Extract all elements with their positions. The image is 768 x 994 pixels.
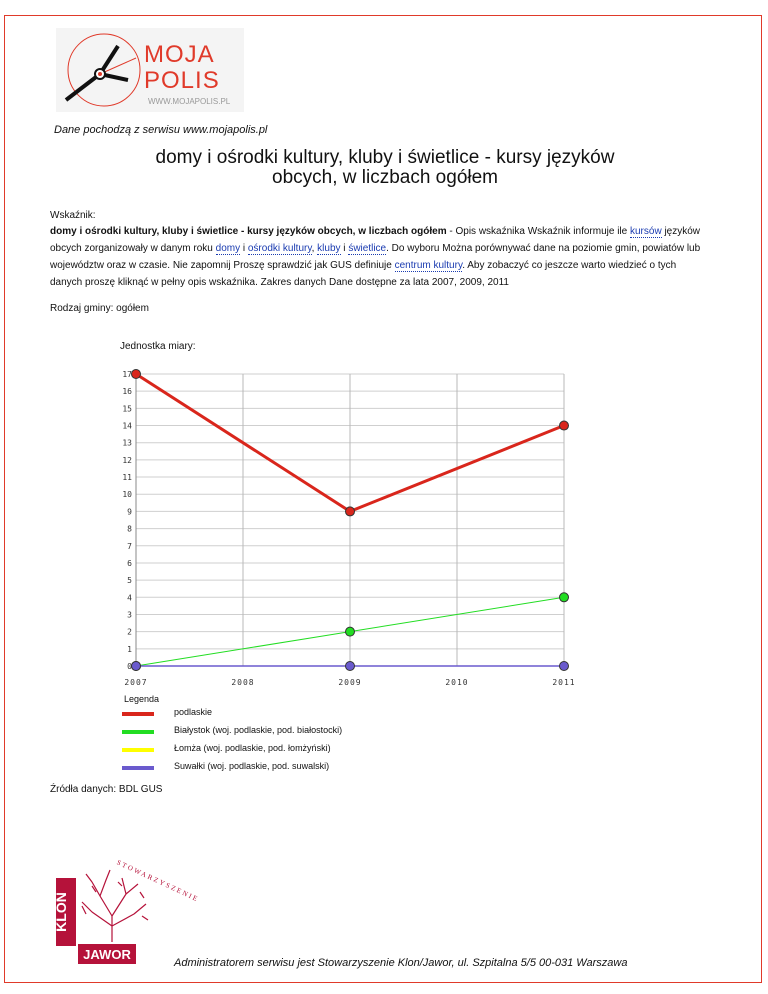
desc-text-6: . Do wyboru Można porównywać dane na poziomie gmin, powiatów lub województw oraz w czasie. Nie zapomnij Proszę sprawdzić jak GUS definiuje — [50, 243, 701, 271]
logo-polis: POLIS — [144, 67, 220, 94]
title-line-1: domy i ośrodki kultury, kluby i świetlice - kursy języków — [155, 147, 615, 168]
y-tick-label: 15 — [122, 404, 132, 414]
y-tick-label: 16 — [122, 387, 132, 397]
indicator-description — [50, 223, 710, 291]
link-osrodki-kultury[interactable]: ośrodki kultury — [247, 243, 312, 254]
indicator-name: domy i ośrodki kultury, kluby i świetlice - kursy języków obcych, w liczbach ogółem — [50, 226, 447, 237]
mojapolis-emblem — [56, 28, 246, 112]
link-centrum-kultury[interactable]: centrum kultury — [394, 260, 463, 271]
source-note: Dane pochodzą z serwisu www.mojapolis.pl — [54, 124, 268, 136]
desc-text-1: - Opis wskaźnika Wskaźnik informuje ile — [446, 226, 630, 237]
x-tick-label: 2007 — [124, 678, 148, 687]
link-kluby[interactable]: kluby — [317, 243, 341, 254]
line-chart — [118, 362, 588, 692]
link-domy[interactable]: domy — [215, 243, 241, 254]
y-tick-label: 17 — [122, 370, 132, 379]
x-tick-label: 2010 — [445, 678, 469, 687]
data-point — [346, 627, 355, 636]
y-tick-label: 10 — [122, 490, 132, 500]
data-point — [132, 662, 141, 671]
y-tick-label: 1 — [127, 644, 132, 654]
legend-label: Suwałki (woj. podlaskie, pod. suwalski) — [174, 761, 330, 771]
klon-jawor-emblem — [52, 856, 201, 968]
title-line-2: obcych, w liczbach ogółem — [272, 167, 498, 188]
y-tick-label: 11 — [122, 473, 132, 483]
legend-swatch — [122, 766, 154, 770]
unit-label: Jednostka miary: — [120, 341, 196, 352]
desc-text-7: . Aby zobaczyć co jeszcze warto wiedzieć o tych danych proszę kliknąć w pełny opis wskaźnika. Zakres danych Dane dostępne za lata 2007, 2009, 2011 — [50, 260, 677, 288]
legend-title: Legenda — [124, 694, 160, 704]
legend-label: podlaskie — [174, 707, 213, 717]
legend-label: Białystok (woj. podlaskie, pod. białostocki) — [174, 725, 343, 735]
y-tick-label: 0 — [127, 662, 132, 671]
data-point — [560, 421, 569, 430]
y-tick-label: 14 — [122, 421, 132, 431]
logo-klon: KLON — [53, 892, 69, 932]
footer-admin-note: Administratorem serwisu jest Stowarzyszenie Klon/Jawor, ul. Szpitalna 5/5 00-031 Warszawa — [174, 957, 628, 969]
y-tick-label: 4 — [127, 593, 132, 603]
data-point — [132, 370, 141, 379]
link-kursow[interactable]: kursów — [629, 226, 662, 237]
logo-stowarzyszenie: STOWARZYSZENIE — [115, 858, 201, 904]
desc-text-5: i — [340, 243, 349, 254]
data-point — [560, 593, 569, 602]
data-point — [560, 662, 569, 671]
page-title — [90, 148, 680, 188]
mojapolis-logo[interactable] — [56, 28, 246, 112]
logo-moja: MOJA — [144, 41, 215, 68]
indicator-label: Wskaźnik: — [50, 210, 96, 221]
y-tick-label: 12 — [122, 455, 132, 465]
x-tick-label: 2009 — [338, 678, 362, 687]
x-tick-label: 2011 — [552, 678, 576, 687]
logo-jawor: JAWOR — [83, 947, 131, 962]
klon-jawor-logo[interactable] — [52, 856, 201, 968]
gmina-type: Rodzaj gminy: ogółem — [50, 303, 149, 314]
data-point — [346, 507, 355, 516]
y-tick-label: 7 — [127, 541, 132, 551]
logo-url: WWW.MOJAPOLIS.PL — [148, 97, 231, 106]
desc-text-3: i — [240, 243, 248, 254]
x-tick-label: 2008 — [231, 678, 255, 687]
desc-text-2: języków obcych zorganizowały w danym roku — [50, 226, 701, 254]
link-swietlice[interactable]: świetlice — [348, 243, 387, 254]
legend-swatch — [122, 730, 154, 734]
y-tick-label: 6 — [127, 558, 132, 568]
legend-swatch — [122, 712, 154, 716]
y-tick-label: 5 — [127, 576, 132, 586]
legend-swatch — [122, 748, 154, 752]
data-sources: Źródła danych: BDL GUS — [50, 784, 163, 795]
legend-label: Łomża (woj. podlaskie, pod. łomżyński) — [174, 743, 331, 753]
y-tick-label: 9 — [127, 507, 132, 517]
desc-text-4: , — [311, 243, 318, 254]
y-tick-label: 8 — [127, 524, 132, 534]
data-point — [346, 662, 355, 671]
y-tick-label: 3 — [127, 610, 132, 620]
y-tick-label: 13 — [122, 438, 132, 448]
y-tick-label: 2 — [127, 627, 132, 637]
